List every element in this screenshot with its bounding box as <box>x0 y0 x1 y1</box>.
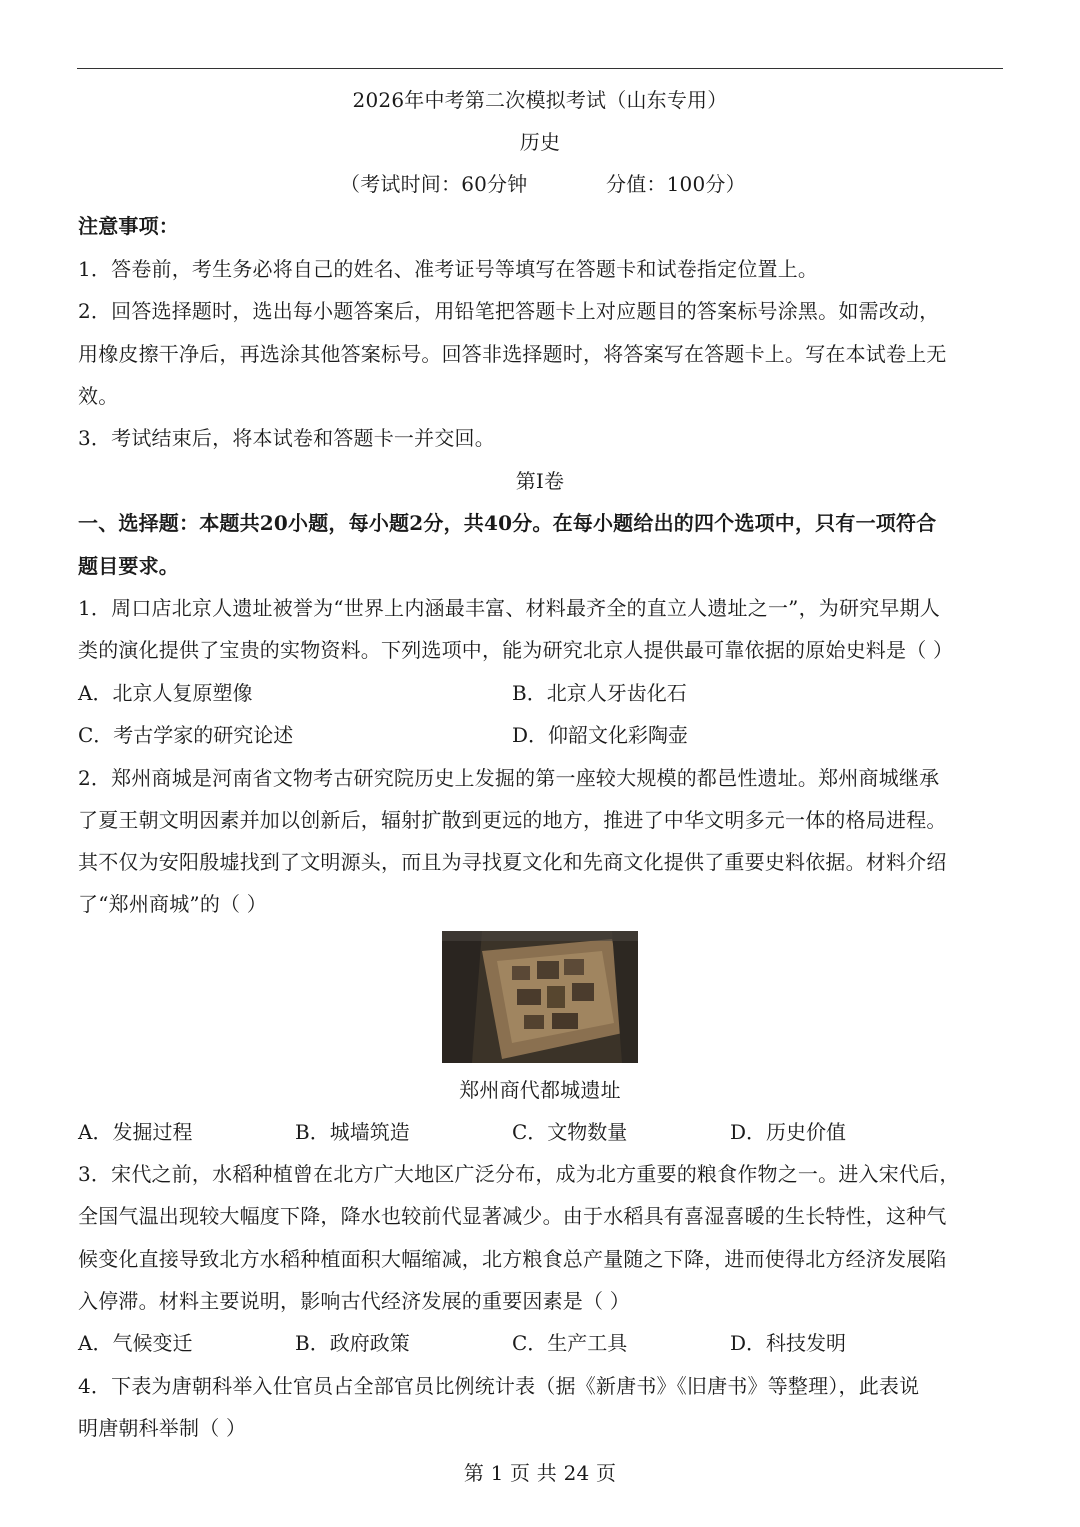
exam-score: 分值：100分） <box>606 172 746 196</box>
photo-caption: 郑州商代都城遗址 <box>459 1078 621 1102</box>
question-1: 1．周口店北京人遗址被誉为“世界上内涵最丰富、材料最齐全的直立人遗址之一”，为研究早期人 <box>78 596 940 620</box>
question-3-cont: 候变化直接导致北方水稻种植面积大幅缩减，北方粮食总产量随之下降，进而使得北方经济发展陷 <box>78 1247 947 1271</box>
q1-option-a: A．北京人复原塑像 <box>78 681 253 705</box>
subject-title: 历史 <box>519 130 561 154</box>
question-2-cont: 其不仅为安阳殷墟找到了文明源头，而且为寻找夏文化和先商文化提供了重要史料依据。材料介绍 <box>78 850 947 874</box>
excavation-site-photo <box>442 931 638 1063</box>
top-rule <box>77 68 1003 69</box>
exam-title: 2026年中考第二次模拟考试（山东专用） <box>352 88 728 112</box>
notice-item-2: 2．回答选择题时，选出每小题答案后，用铅笔把答题卡上对应题目的答案标号涂黑。如需改动， <box>78 299 940 323</box>
q3-option-a: A．气候变迁 <box>78 1331 193 1355</box>
question-3-cont: 入停滞。材料主要说明，影响古代经济发展的重要因素是（ ） <box>78 1289 630 1313</box>
q2-option-c: C．文物数量 <box>512 1120 628 1144</box>
q1-option-d: D．仰韶文化彩陶壶 <box>512 723 689 747</box>
section-heading-cont: 题目要求。 <box>78 554 179 578</box>
page-footer: 第 1 页 共 24 页 <box>463 1461 617 1485</box>
q3-option-c: C．生产工具 <box>512 1331 628 1355</box>
q3-option-d: D．科技发明 <box>730 1331 847 1355</box>
q3-option-b: B．政府政策 <box>295 1331 410 1355</box>
question-2-cont: 了“郑州商城”的（ ） <box>78 892 268 916</box>
question-3-cont: 全国气温出现较大幅度下降，降水也较前代显著减少。由于水稻具有喜湿喜暖的生长特性，这种气 <box>78 1204 947 1228</box>
q2-option-d: D．历史价值 <box>730 1120 847 1144</box>
q1-option-c: C．考古学家的研究论述 <box>78 723 294 747</box>
question-1-cont: 类的演化提供了宝贵的实物资料。下列选项中，能为研究北京人提供最可靠依据的原始史料是（ ） <box>78 638 954 662</box>
q1-option-b: B．北京人牙齿化石 <box>512 681 687 705</box>
notice-heading: 注意事项： <box>78 214 179 238</box>
notice-item-3: 3．考试结束后，将本试卷和答题卡一并交回。 <box>78 426 495 450</box>
question-4: 4．下表为唐朝科举入仕官员占全部官员比例统计表（据《新唐书》《旧唐书》等整理），此表说 <box>78 1374 920 1398</box>
question-2: 2．郑州商城是河南省文物考古研究院历史上发掘的第一座较大规模的都邑性遗址。郑州商城继承 <box>78 766 940 790</box>
question-4-cont: 明唐朝科举制（ ） <box>78 1416 247 1440</box>
q2-option-a: A．发掘过程 <box>78 1120 193 1144</box>
question-2-cont: 了夏王朝文明因素并加以创新后，辐射扩散到更远的地方，推进了中华文明多元一体的格局进程。 <box>78 808 947 832</box>
notice-item-2-cont: 用橡皮擦干净后，再选涂其他答案标号。回答非选择题时，将答案写在答题卡上。写在本试卷上无 <box>78 342 947 366</box>
volume-title: 第Ⅰ卷 <box>515 469 565 493</box>
q2-option-b: B．城墙筑造 <box>295 1120 410 1144</box>
notice-item-1: 1．答卷前，考生务必将自己的姓名、准考证号等填写在答题卡和试卷指定位置上。 <box>78 257 819 281</box>
section-heading: 一、选择题：本题共20小题，每小题2分，共40分。在每小题给出的四个选项中，只有一项符合 <box>78 511 937 535</box>
exam-time: （考试时间：60分钟 <box>340 172 528 196</box>
question-3: 3．宋代之前，水稻种植曾在北方广大地区广泛分布，成为北方重要的粮食作物之一。进入宋代后， <box>78 1162 960 1186</box>
notice-item-2-cont: 效。 <box>78 384 119 408</box>
